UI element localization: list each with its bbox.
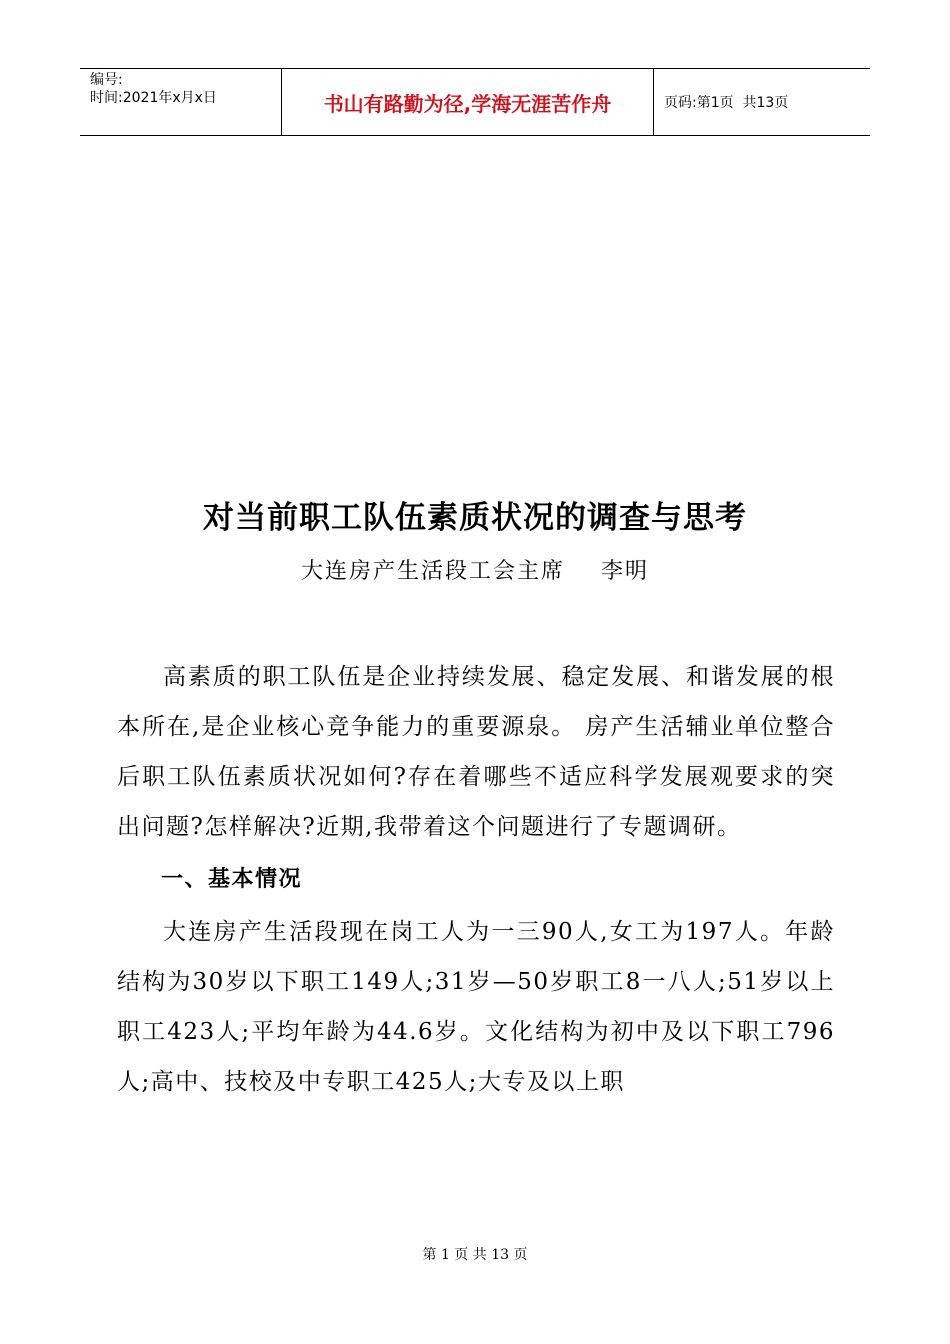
section-paragraph: 大连房产生活段现在岗工人为一三90人,女工为197人。年龄结构为30岁以下职工149人;31岁—50岁职工8一八人;51岁以上职工423人;平均年龄为44.6岁。文化结构为初中及以下职工796人;高中、技校及中专职工425人;大专及以上职: [117, 919, 835, 1095]
header-meta: [80, 69, 282, 135]
intro-paragraph: 高素质的职工队伍是企业持续发展、稳定发展、和谐发展的根本所在,是企业核心竞争能力的重要源泉。 房产生活辅业单位整合后职工队伍素质状况如何?存在着哪些不适应科学发展观要求的突出问题?怎样解决?近期,我带着这个问题进行了专题调研。: [117, 664, 835, 840]
header-number-label: 编号:: [90, 72, 123, 88]
header-time-label: 时间:2021年x月x日: [90, 90, 217, 106]
page-footer: 第 1 页 共 13 页: [422, 1247, 528, 1263]
document-title: 对当前职工队伍素质状况的调查与思考: [203, 500, 747, 536]
document-body: [117, 652, 835, 1107]
header-motto: 书山有路勤为径,学海无涯苦作舟: [282, 69, 654, 135]
header-page-info: 页码:第1页 共13页: [664, 95, 789, 111]
document-subtitle: 大连房产生活段工会主席 李明: [301, 559, 649, 584]
section-heading: 一、基本情况: [161, 867, 303, 892]
document-header: [80, 68, 870, 136]
